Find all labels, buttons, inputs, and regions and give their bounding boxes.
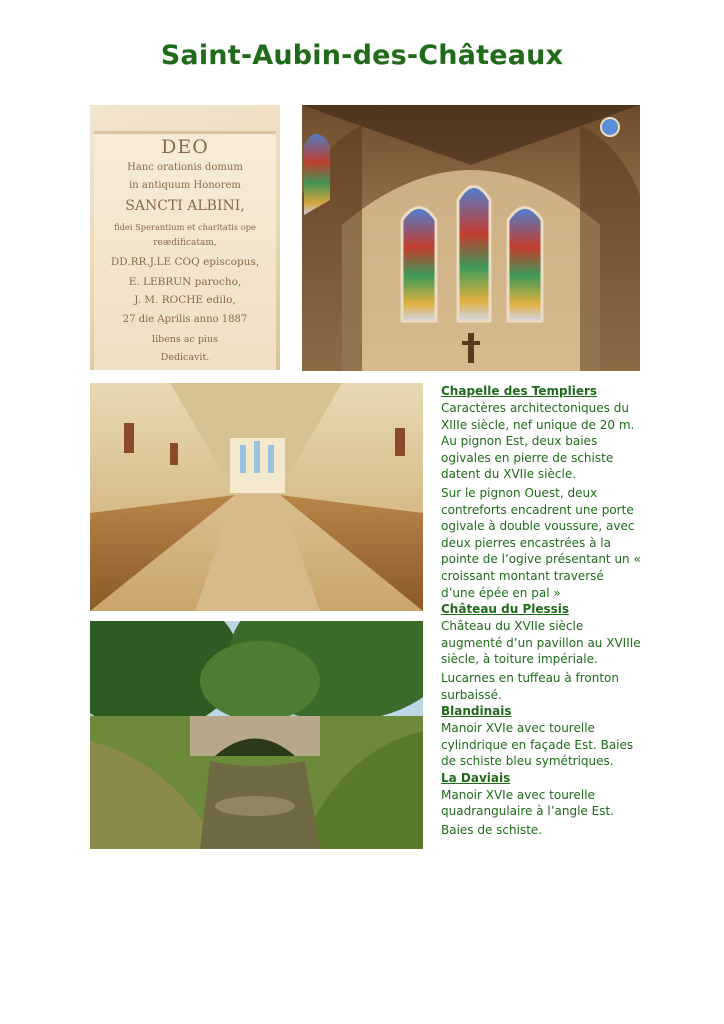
- section-paragraph: Lucarnes en tuffeau à fronton surbaissé.: [441, 670, 620, 702]
- section-heading: Blandinais: [441, 704, 512, 719]
- section-la-daviais: [441, 770, 641, 839]
- plaque-line: DD.RR.J.LE COQ episcopus,: [110, 256, 260, 268]
- section-paragraph: Château du XVIIe siècle augmenté d’un pavillon au XVIIIe siècle, à toiture impériale.: [441, 619, 641, 667]
- plaque-line: 27 die Aprilis anno 1887: [122, 314, 248, 325]
- section-paragraph: Caractères architectoniques du XIIIe siècle, nef unique de 20 m. Au pignon Est, deux baies ogivales en pierre de schiste datent du XVIIe siècle.: [441, 401, 635, 482]
- plaque-line: Hanc orationis domum: [127, 162, 243, 173]
- plaque-line: Dedicavit.: [160, 352, 210, 363]
- plaque-line: E. LEBRUN parocho,: [128, 276, 242, 288]
- dedication-plaque-photo: [90, 105, 280, 370]
- plaque-line: DEO: [161, 136, 209, 158]
- plaque-stone: [94, 131, 276, 370]
- heritage-text-column: [441, 383, 641, 839]
- section-paragraph: Baies de schiste.: [441, 823, 543, 838]
- church-nave-photo: [90, 383, 423, 611]
- section-paragraph: Manoir XVIe avec tourelle quadrangulaire à l’angle Est.: [441, 787, 614, 819]
- stone-bridge-photo: [90, 621, 423, 849]
- section-chateau-du-plessis: [441, 601, 641, 703]
- page-title: Saint-Aubin-des-Châteaux: [160, 40, 564, 71]
- section-heading: La Daviais: [441, 770, 511, 785]
- section-paragraph: Manoir XVIe avec tourelle cylindrique en façade Est. Baies de schiste bleu symétriques.: [441, 721, 634, 769]
- plaque-line: reædificatam,: [153, 238, 217, 248]
- plaque-line: J. M. ROCHE edilo,: [134, 294, 236, 306]
- section-chapelle-des-templiers: [441, 383, 641, 601]
- plaque-line: libens ac pius: [152, 334, 218, 345]
- plaque-line: fidei Sperantium et charitatis ope: [114, 222, 256, 232]
- section-paragraph: Sur le pignon Ouest, deux contreforts encadrent une porte ogivale à double voussure, avec deux pierres encastrées à la pointe de l’ogive présentant un « croissant montant traversé d’une épée en pal »: [441, 485, 641, 600]
- choir-stained-glass-photo: [302, 105, 640, 371]
- plaque-line: SANCTI ALBINI,: [125, 198, 245, 214]
- section-heading: Chapelle des Templiers: [441, 384, 598, 398]
- section-heading: Château du Plessis: [441, 602, 570, 617]
- section-blandinais: [441, 703, 641, 770]
- plaque-line: in antiquum Honorem: [129, 180, 241, 191]
